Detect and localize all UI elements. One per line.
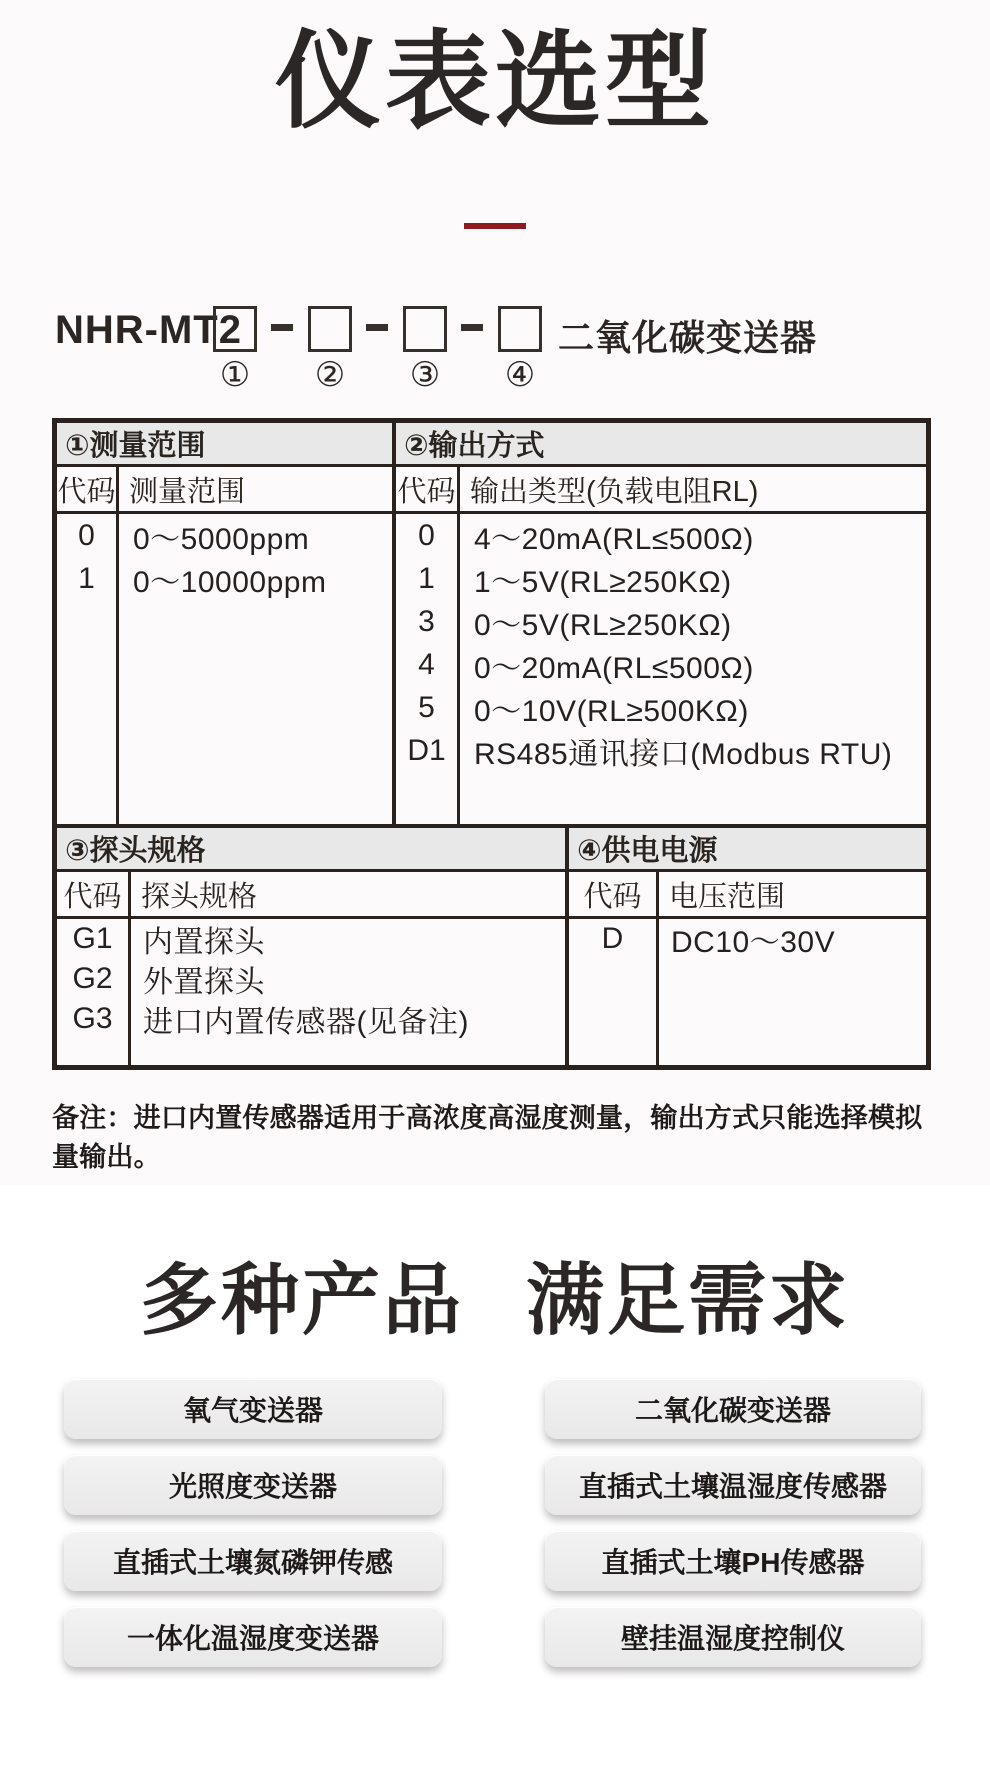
- column-header-probe: 探头规格: [131, 872, 565, 919]
- model-dash-1: [271, 324, 293, 331]
- table-bottom-half: [57, 828, 926, 1065]
- value-cell: DC10～30V: [671, 926, 836, 959]
- column-header-voltage: 电压范围: [659, 872, 926, 919]
- value-cell: 内置探头: [143, 926, 265, 959]
- selection-table: [52, 418, 931, 1070]
- code-cell: 0: [78, 518, 95, 552]
- value-cell: RS485通讯接口(Modbus RTU): [474, 737, 893, 771]
- value-cell: 0～5V(RL≥250KΩ): [474, 608, 732, 642]
- code-cell: G2: [72, 962, 113, 995]
- page-title: 仪表选型: [275, 23, 715, 141]
- position-marker-4: ④: [504, 356, 536, 394]
- table-top-half: [57, 423, 926, 824]
- column-header-code: 代码: [57, 467, 116, 514]
- code-cell: 4: [418, 647, 435, 681]
- product-button-wall-mounted-controller[interactable]: 壁挂温湿度控制仪: [545, 1607, 921, 1667]
- section-probe-spec: [57, 828, 565, 1065]
- column-header-output-type: 输出类型(负载电阻RL): [460, 467, 926, 514]
- product-button-soil-ph-sensor[interactable]: 直插式土壤PH传感器: [545, 1531, 921, 1591]
- product-button-soil-npk-sensor[interactable]: 直插式土壤氮磷钾传感: [64, 1531, 442, 1591]
- model-code-box-4: [498, 306, 542, 352]
- code-cell: D: [601, 922, 624, 955]
- product-button-co2-transmitter[interactable]: 二氧化碳变送器: [545, 1379, 921, 1439]
- column-header-code: 代码: [396, 467, 457, 514]
- value-cell: 外置探头: [143, 966, 265, 999]
- code-cell: 3: [418, 604, 435, 638]
- products-heading-part2: 满足需求: [526, 1256, 851, 1344]
- model-dash-3: [461, 324, 483, 331]
- product-button-illuminance-transmitter[interactable]: 光照度变送器: [64, 1455, 442, 1515]
- value-cell: 0～10000ppm: [133, 565, 327, 599]
- title-accent-bar: [464, 223, 526, 229]
- model-code-box-2: [308, 306, 352, 352]
- model-prefix: NHR-MT2: [55, 308, 242, 352]
- products-heading: [0, 1238, 990, 1350]
- section-output-mode-title: ②输出方式: [396, 423, 926, 467]
- section-measure-range: [57, 423, 392, 824]
- value-cell: 0～10V(RL≥500KΩ): [474, 694, 749, 728]
- code-cell: 1: [418, 561, 435, 595]
- code-cell: 1: [78, 561, 95, 595]
- section-measure-range-title: ①测量范围: [57, 423, 392, 467]
- section-power-supply-title: ④供电电源: [569, 828, 926, 872]
- model-suffix: 二氧化碳变送器: [558, 317, 818, 358]
- value-cell: 0～5000ppm: [133, 522, 310, 556]
- value-cell: 1～5V(RL≥250KΩ): [474, 565, 732, 599]
- code-cell: 5: [418, 690, 435, 724]
- product-button-oxygen-transmitter[interactable]: 氧气变送器: [64, 1379, 442, 1439]
- section-power-supply: [569, 828, 926, 1065]
- model-dash-2: [366, 324, 388, 331]
- code-cell: G3: [72, 1002, 113, 1035]
- model-code-box-1: [213, 306, 257, 352]
- code-cell: 0: [418, 518, 435, 552]
- product-button-soil-temp-humidity-sensor[interactable]: 直插式土壤温湿度传感器: [545, 1455, 921, 1515]
- products-heading-part1: 多种产品: [139, 1256, 464, 1344]
- code-cell: D1: [407, 733, 446, 767]
- table-footnote: 备注：进口内置传感器适用于高浓度高湿度测量，输出方式只能选择模拟量输出。: [52, 1103, 923, 1172]
- value-cell: 0～20mA(RL≤500Ω): [474, 651, 754, 685]
- section-probe-spec-title: ③探头规格: [57, 828, 565, 872]
- value-cell: 4～20mA(RL≤500Ω): [474, 522, 754, 556]
- model-code-box-3: [403, 306, 447, 352]
- column-header-range: 测量范围: [119, 467, 392, 514]
- column-header-code: 代码: [57, 872, 128, 919]
- value-cell: 进口内置传感器(见备注): [143, 1006, 469, 1039]
- position-marker-3: ③: [409, 356, 441, 394]
- column-header-code: 代码: [569, 872, 656, 919]
- code-cell: G1: [72, 922, 113, 955]
- position-marker-2: ②: [314, 356, 346, 394]
- product-button-integrated-temp-humidity-transmitter[interactable]: 一体化温湿度变送器: [64, 1607, 442, 1667]
- position-marker-1: ①: [219, 356, 251, 394]
- section-output-mode: [396, 423, 926, 824]
